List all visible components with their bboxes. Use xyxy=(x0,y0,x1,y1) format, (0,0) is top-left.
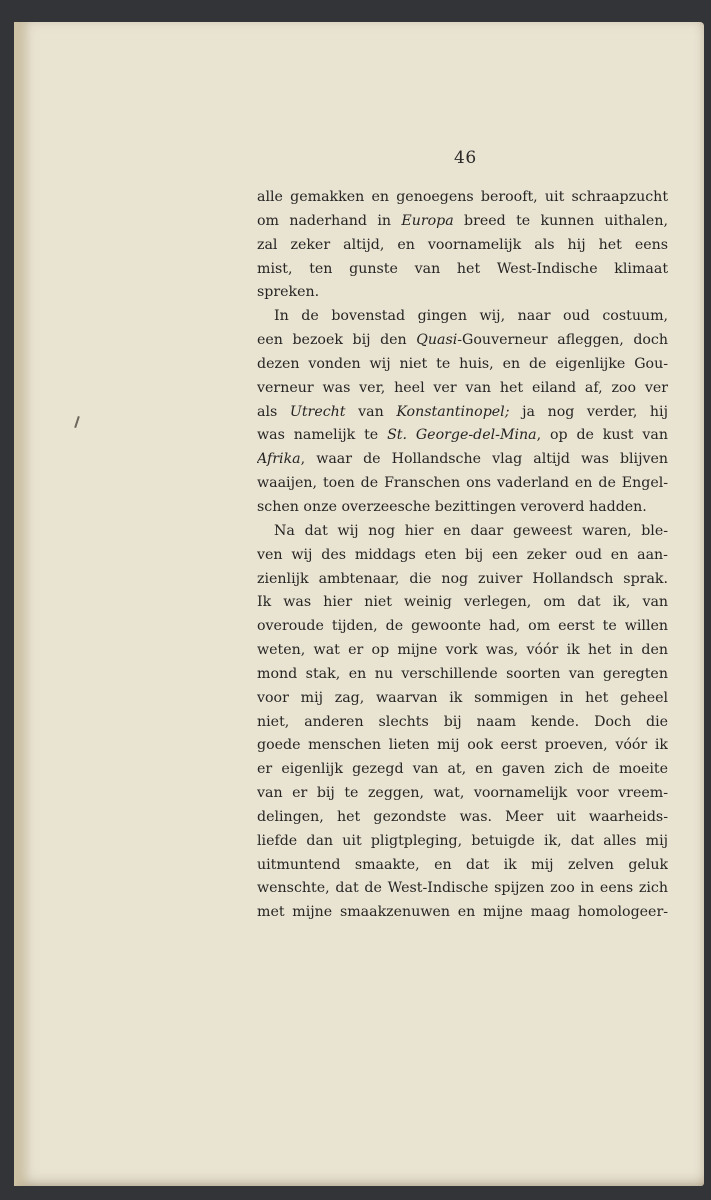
text-line: goede menschen lieten mij ook eerst proeven, vóór ik xyxy=(257,737,668,754)
text-line: overoude tijden, de gewoonte had, om eerst te willen xyxy=(257,618,668,635)
text-line: In de bovenstad gingen wij, naar oud costuum, xyxy=(274,308,668,325)
text-line: schen onze overzeesche bezittingen veroverd hadden. xyxy=(257,498,647,515)
text-line: met mijne smaakzenuwen en mijne maag homologeer- xyxy=(257,904,668,921)
text-line: spreken. xyxy=(257,284,320,301)
text-line: liefde dan uit pligtpleging, betuigde ik, dat alles mij xyxy=(257,832,668,849)
text-line: van er bij te zeggen, wat, voornamelijk voor vreem- xyxy=(257,785,668,802)
text-line: er eigenlijk gezegd van at, en gaven zich de moeite xyxy=(257,761,668,778)
text-line: uitmuntend smaakte, en dat ik mij zelven geluk xyxy=(257,856,668,873)
text-line: Ik was hier niet weinig verlegen, om dat ik, van xyxy=(257,594,668,611)
text-line: delingen, het gezondste was. Meer uit waarheids- xyxy=(257,808,668,825)
text-line: zienlijk ambtenaar, die nog zuiver Hollandsch sprak. xyxy=(257,570,668,587)
text-line: voor mij zag, waarvan ik sommigen in het geheel xyxy=(257,689,668,706)
text-line: dezen vonden wij niet te huis, en de eigenlijke Gou- xyxy=(257,355,668,372)
text-line: een bezoek bij den Quasi-Gouverneur afleggen, doch xyxy=(257,332,668,349)
text-line: als Utrecht van Konstantinopel; ja nog verder, hij xyxy=(257,403,668,420)
text-line: mist, ten gunste van het West-Indische klimaat xyxy=(257,260,668,277)
text-line: zal zeker altijd, en voornamelijk als hij het eens xyxy=(257,236,668,253)
text-line: Afrika, waar de Hollandsche vlag altijd was blijven xyxy=(257,451,668,468)
text-line: ven wij des middags eten bij een zeker oud en aan- xyxy=(257,546,668,563)
text-line: om naderhand in Europa breed te kunnen uithalen, xyxy=(257,212,668,229)
text-line: Na dat wij nog hier en daar geweest waren, ble- xyxy=(274,522,668,539)
text-line: alle gemakken en genoegens berooft, uit schraapzucht xyxy=(257,189,668,205)
text-line: wenschte, dat de West-Indische spijzen zoo in eens zich xyxy=(257,880,668,897)
body-text xyxy=(257,186,668,925)
text-line: niet, anderen slechts bij naam kende. Doch die xyxy=(257,713,668,730)
page-number: 46 xyxy=(454,148,477,168)
text-line: verneur was ver, heel ver van het eiland af, zoo ver xyxy=(257,379,668,396)
text-line: was namelijk te St. George-del-Mina, op de kust van xyxy=(257,427,668,444)
text-line: waaijen, toen de Franschen ons vaderland en de Engel- xyxy=(257,475,668,492)
text-line: mond stak, en nu verschillende soorten van geregten xyxy=(257,665,668,682)
paper-binding-edge xyxy=(14,22,32,1186)
text-line: weten, wat er op mijne vork was, vóór ik het in den xyxy=(257,642,668,659)
